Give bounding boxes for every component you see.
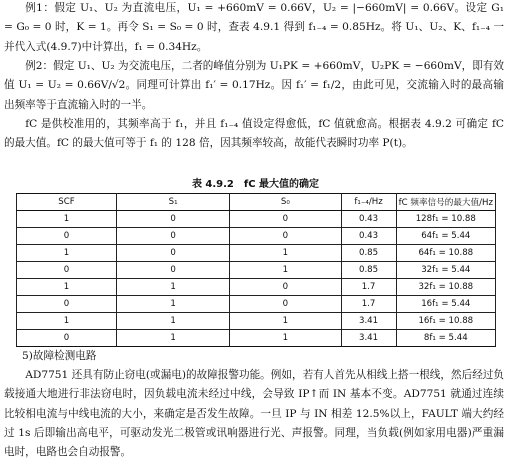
fc-max-table (16, 193, 496, 347)
cell-s0: 1 (230, 313, 341, 330)
cell-s0: 1 (230, 330, 341, 347)
cell-fc-max: 16f₁ = 5.44 (396, 296, 495, 313)
cell-s0: 0 (230, 296, 341, 313)
cell-s1: 1 (117, 330, 230, 347)
table-row (17, 228, 496, 245)
cell-f1-4: 3.41 (341, 313, 396, 330)
cell-s1: 0 (117, 228, 230, 245)
cell-s0: 1 (230, 245, 341, 262)
cell-f1-4: 0.43 (341, 228, 396, 245)
cell-s0: 0 (230, 211, 341, 228)
cell-fc-max: 16f₁ = 10.88 (396, 313, 495, 330)
cell-fc-max: 32f₁ = 5.44 (396, 262, 495, 279)
cell-fc-max: 64f₁ = 5.44 (396, 228, 495, 245)
cell-scf: 1 (17, 245, 117, 262)
cell-fc-max: 8f₁ = 5.44 (396, 330, 495, 347)
header-f1-4: f₁₋₄/Hz (341, 194, 396, 211)
cell-f1-4: 1.7 (341, 279, 396, 296)
table-row (17, 211, 496, 228)
paragraph-example-1: 例1：假定 U₁、U₂ 为直流电压，U₁ = +660mV = 0.66V，U₂ = |−660mV| = 0.66V。设定 G₁ = G₀ = 0 时，K = 1。再令 S₁ = S₀ = 0 时，查表 4.9.1 得到 f₁₋₄ = 0.85Hz。将 U₁、U₂、K、f₁₋₄ 一并代入式(4.9.7)中计算出，f₁ = 0.34Hz。 (4, 2, 504, 53)
table-caption: 表 4.9.2 fC 最大值的确定 (191, 179, 320, 190)
cell-s0: 0 (230, 228, 341, 245)
cell-scf: 0 (17, 330, 117, 347)
cell-f1-4: 0.85 (341, 262, 396, 279)
section-heading-fault-detection: 5)故障检测电路 (22, 350, 97, 362)
paragraph-fault-detection: AD7751 还具有防止窃电(或漏电)的故障报警功能。例如，若有人首先从相线上搭一根线，然后经过负载接通大地进行非法窃电时，因负载电流未经过中线，会导致 IP↑而 IN 基本不变。AD7751 就通过连续比较相电流与中线电流的大小，来确定是否发生故障。一旦 IP 与 IN 相差 12.5%以上，FAULT 端大约经过 1s 后即输出高电平，可驱动发光二极管或讯响器进行光、声报警。同理，当负载(例如家用电器)严重漏电时，电路也会自动报警。 (4, 369, 504, 459)
cell-fc-max: 32f₁ = 10.88 (396, 279, 495, 296)
cell-f1-4: 3.41 (341, 330, 396, 347)
header-s0: S₀ (230, 194, 341, 211)
paragraph-fc-description: fC 是供校准用的，其频率高于 f₁，并且 f₁₋₄ 值设定得愈低，fC 值就愈高。根据表 4.9.2 可确定 fC 的最大值。fC 的最大值可等于 f₁ 的 128 倍，因其频率较高，故能代表瞬时功率 P(t)。 (4, 118, 504, 150)
cell-s1: 1 (117, 279, 230, 296)
cell-s1: 1 (117, 296, 230, 313)
cell-scf: 0 (17, 262, 117, 279)
cell-scf: 1 (17, 211, 117, 228)
cell-s1: 0 (117, 211, 230, 228)
cell-s1: 1 (117, 313, 230, 330)
cell-s1: 0 (117, 245, 230, 262)
paragraph-example-2: 例2：假定 U₁、U₂ 为交流电压，二者的峰值分别为 U₁PK = +660mV，U₂PK = −660mV，即有效值 U₁ = U₂ = 0.66V/√2。同理可计算出 f₁′ = 0.17Hz。因 f₁′ = f₁/2，由此可见，交流输入时的最高输出频率等于直流输入时的一半。 (4, 60, 504, 111)
cell-s0: 1 (230, 262, 341, 279)
cell-scf: 1 (17, 313, 117, 330)
table-row (17, 279, 496, 296)
table-row (17, 245, 496, 262)
header-s1: S₁ (117, 194, 230, 211)
table-row (17, 330, 496, 347)
cell-scf: 0 (17, 228, 117, 245)
cell-fc-max: 64f₁ = 10.88 (396, 245, 495, 262)
cell-s0: 0 (230, 279, 341, 296)
cell-f1-4: 0.43 (341, 211, 396, 228)
cell-scf: 1 (17, 279, 117, 296)
cell-f1-4: 0.85 (341, 245, 396, 262)
table-row (17, 296, 496, 313)
table-header-row (17, 194, 496, 211)
header-fc-max: fC 频率信号的最大值/Hz (396, 194, 495, 211)
table-row (17, 262, 496, 279)
cell-f1-4: 1.7 (341, 296, 396, 313)
cell-scf: 0 (17, 296, 117, 313)
cell-s1: 0 (117, 262, 230, 279)
header-scf: SCF (17, 194, 117, 211)
cell-fc-max: 128f₁ = 10.88 (396, 211, 495, 228)
table-row (17, 313, 496, 330)
